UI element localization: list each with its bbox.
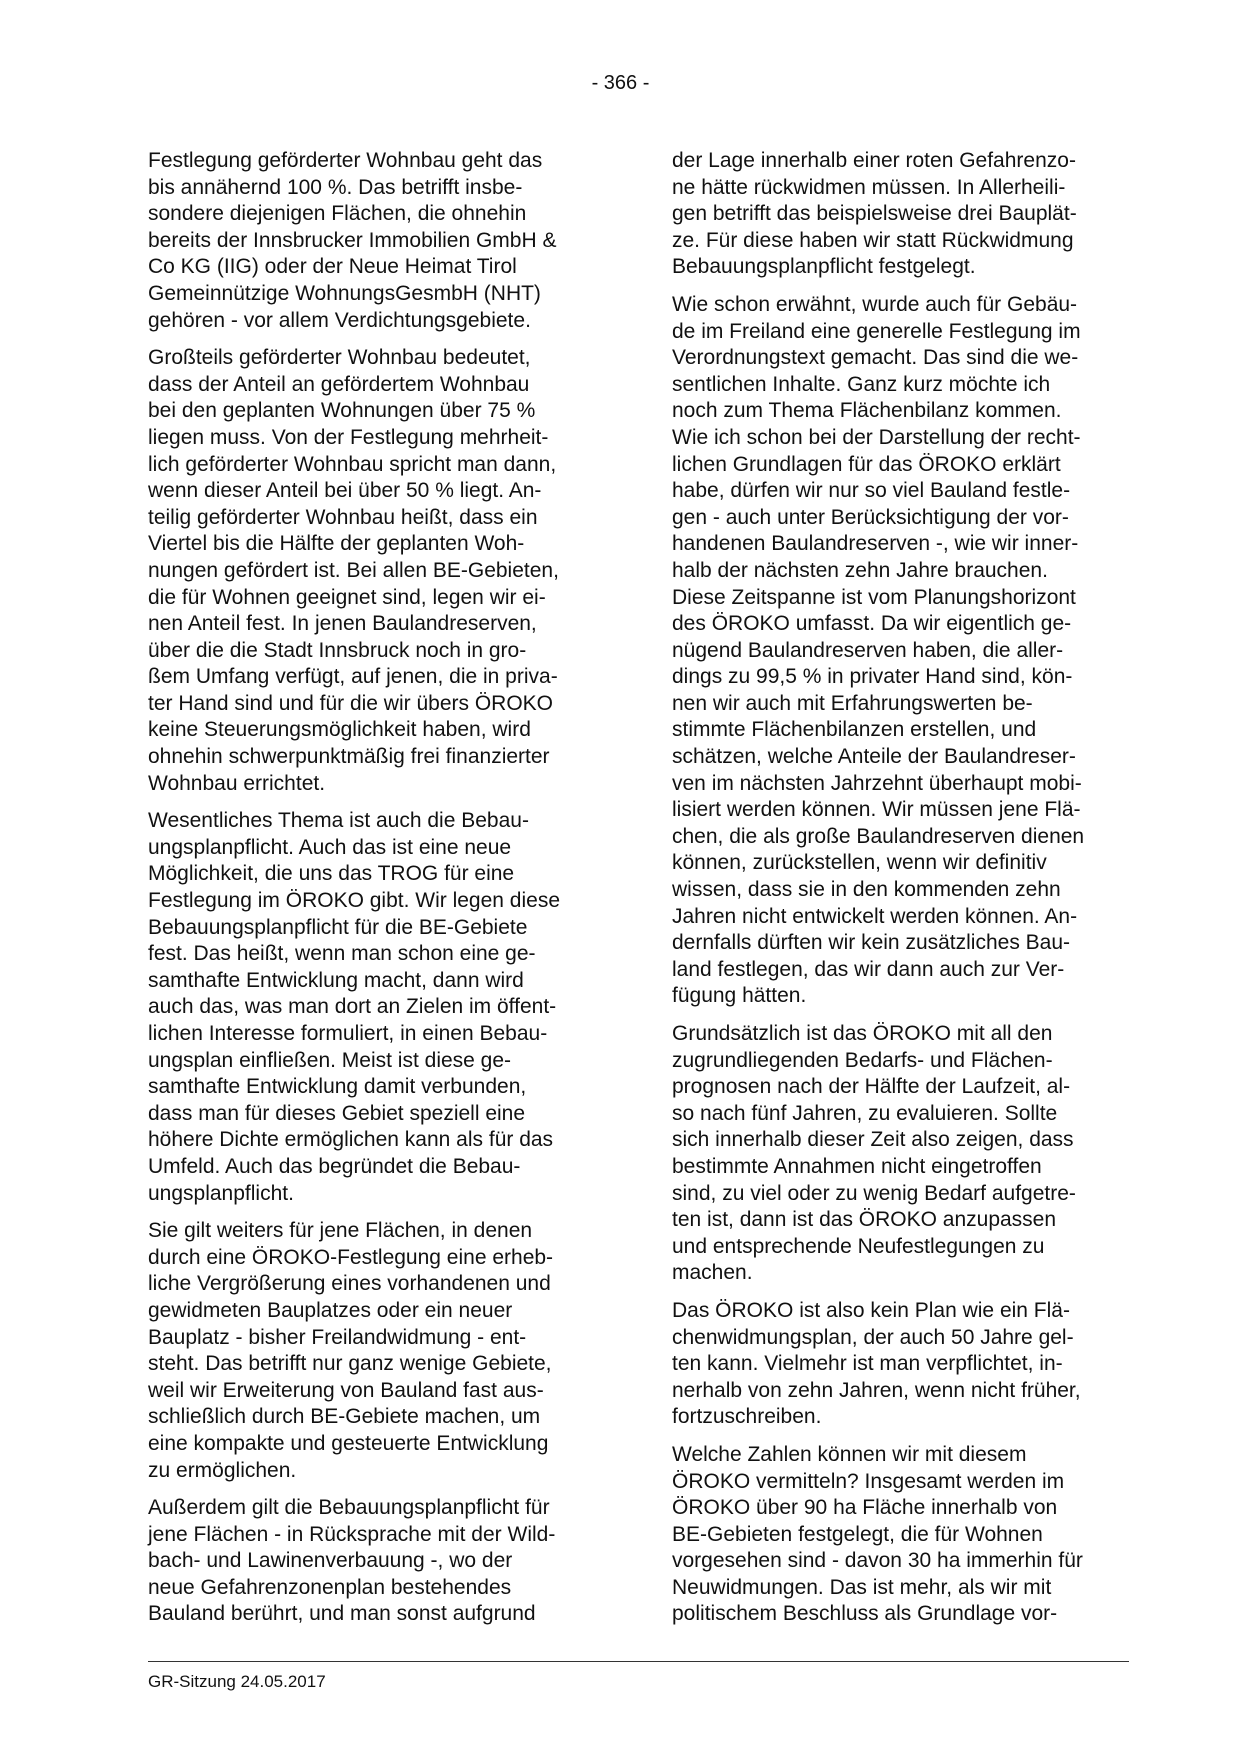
text-line: wenn dieser Anteil bei über 50 % liegt. An- (148, 479, 542, 503)
text-line: gen betrifft das beispielsweise drei Bauplät- (672, 202, 1077, 226)
text-line: Verordnungstext gemacht. Das sind die we- (672, 346, 1079, 370)
left-column (148, 148, 598, 1639)
text-line: Großteils geförderter Wohnbau bedeutet, (148, 346, 531, 370)
paragraph (148, 345, 598, 797)
paragraph (148, 1495, 598, 1628)
text-line: bestimmte Annahmen nicht eingetroffen (672, 1154, 1042, 1178)
text-line: Sie gilt weiters für jene Flächen, in denen (148, 1219, 533, 1243)
text-line: bei den geplanten Wohnungen über 75 % (148, 399, 536, 423)
text-line: liche Vergrößerung eines vorhandenen und (148, 1272, 551, 1296)
text-line: Festlegung im ÖROKO gibt. Wir legen diese (148, 889, 561, 913)
paragraph (672, 1442, 1128, 1628)
text-line: keine Steuerungsmöglichkeit haben, wird (148, 718, 531, 742)
text-line: Wohnbau errichtet. (148, 771, 326, 795)
text-line: steht. Das betrifft nur ganz wenige Gebiete, (148, 1352, 552, 1376)
text-line: BE-Gebieten festgelegt, die für Wohnen (672, 1522, 1043, 1546)
text-line: nügend Baulandreserven haben, die aller- (672, 638, 1064, 662)
text-line: lichen Interesse formuliert, in einen Bebau- (148, 1022, 548, 1045)
text-line: nen Anteil fest. In jenen Baulandreserven, (148, 612, 537, 636)
text-line: bach- und Lawinenverbauung -, wo der (148, 1549, 513, 1573)
text-line: teilig geförderter Wohnbau heißt, dass ein (148, 505, 538, 529)
text-line: vorgesehen sind - davon 30 ha immerhin für (672, 1549, 1083, 1573)
text-line: Das ÖROKO ist also kein Plan wie ein Flä- (672, 1298, 1070, 1322)
text-line: fortzuschreiben. (672, 1405, 822, 1429)
text-line: chen, die als große Baulandreserven dienen (672, 824, 1085, 848)
footer-divider (148, 1661, 1129, 1662)
text-line: sondere diejenigen Flächen, die ohnehin (148, 202, 527, 226)
text-line: Diese Zeitspanne ist vom Planungshorizont (672, 585, 1076, 609)
text-line: Bebauungsplanpflicht festgelegt. (672, 255, 976, 279)
text-line: des ÖROKO umfasst. Da wir eigentlich ge- (672, 612, 1072, 636)
text-line: zu ermöglichen. (148, 1458, 297, 1482)
page-number: - 366 - (591, 72, 650, 94)
text-line: Umfeld. Auch das begründet die Bebau- (148, 1154, 521, 1178)
text-line: ten kann. Vielmehr ist man verpflichtet, in- (672, 1352, 1063, 1376)
text-line: ßem Umfang verfügt, auf jenen, die in priva- (148, 665, 558, 689)
text-line: liegen muss. Von der Festlegung mehrheit- (148, 425, 549, 449)
text-line: dings zu 99,5 % in privater Hand sind, kön- (672, 665, 1073, 689)
text-line: fügung hätten. (672, 984, 807, 1008)
text-line: ze. Für diese haben wir statt Rückwidmung (672, 228, 1074, 252)
text-line: prognosen nach der Hälfte der Laufzeit, al- (672, 1075, 1071, 1099)
text-line: gen - auch unter Berücksichtigung der vor- (672, 505, 1069, 529)
text-line: Co KG (IIG) oder der Neue Heimat Tirol (148, 255, 517, 279)
text-line: ohnehin schwerpunktmäßig frei finanzierter (148, 745, 550, 769)
text-line: Wie schon erwähnt, wurde auch für Gebäu- (672, 292, 1078, 316)
text-line: sind, zu viel oder zu wenig Bedarf aufgetre- (672, 1181, 1076, 1205)
text-line: nen wir auch mit Erfahrungswerten be- (672, 691, 1033, 715)
paragraph (672, 1298, 1128, 1431)
text-line: eine kompakte und gesteuerte Entwicklung (148, 1431, 549, 1455)
text-line: Jahren nicht entwickelt werden können. An- (672, 904, 1078, 928)
text-line: Außerdem gilt die Bebauungsplanpflicht für (148, 1496, 550, 1520)
text-line: fest. Das heißt, wenn man schon eine ge- (148, 942, 536, 966)
text-line: dass der Anteil an gefördertem Wohnbau (148, 372, 530, 396)
text-line: stimmte Flächenbilanzen erstellen, und (672, 718, 1037, 742)
text-line: ÖROKO über 90 ha Fläche innerhalb von (672, 1496, 1058, 1520)
text-line: Möglichkeit, die uns das TROG für eine (148, 862, 515, 886)
text-line: Neuwidmungen. Das ist mehr, als wir mit (672, 1575, 1052, 1599)
paragraph (672, 148, 1128, 281)
text-line: dass man für dieses Gebiet speziell eine (148, 1101, 526, 1125)
text-line: zugrundliegenden Bedarfs- und Flächen- (672, 1048, 1053, 1072)
text-line: gehören - vor allem Verdichtungsgebiete. (148, 308, 531, 332)
paragraph (148, 148, 598, 334)
text-line: chenwidmungsplan, der auch 50 Jahre gel- (672, 1325, 1074, 1349)
text-line: handenen Baulandreserven -, wie wir inner- (672, 532, 1079, 556)
text-line: der Lage innerhalb einer roten Gefahrenzo- (672, 149, 1076, 172)
text-line: habe, dürfen wir nur so viel Bauland festle- (672, 479, 1071, 503)
text-line: Wesentliches Thema ist auch die Bebau- (148, 809, 529, 833)
footer-session-date: GR-Sitzung 24.05.2017 (148, 1672, 326, 1691)
text-line: lichen Grundlagen für das ÖROKO erklärt (672, 452, 1061, 476)
paragraph (672, 1021, 1128, 1287)
text-line: politischem Beschluss als Grundlage vor- (672, 1602, 1058, 1626)
text-line: schätzen, welche Anteile der Baulandreser- (672, 745, 1076, 769)
text-line: ÖROKO vermitteln? Insgesamt werden im (672, 1469, 1065, 1493)
text-line: Grundsätzlich ist das ÖROKO mit all den (672, 1022, 1053, 1045)
text-line: dernfalls dürften wir kein zusätzliches Bau- (672, 931, 1071, 955)
text-line: Bauplatz - bisher Freilandwidmung - ent- (148, 1325, 527, 1349)
paragraph (672, 292, 1128, 1010)
text-line: machen. (672, 1261, 753, 1285)
text-line: auch das, was man dort an Zielen im öffent- (148, 995, 557, 1019)
text-line: bis annähernd 100 %. Das betrifft insbe- (148, 175, 523, 199)
text-line: so nach fünf Jahren, zu evaluieren. Sollte (672, 1101, 1058, 1125)
text-line: ungsplanpflicht. Auch das ist eine neue (148, 835, 512, 859)
text-line: ungsplan einfließen. Meist ist diese ge- (148, 1048, 512, 1072)
text-line: weil wir Erweiterung von Bauland fast aus- (148, 1378, 544, 1402)
right-column (672, 148, 1128, 1639)
text-line: nungen gefördert ist. Bei allen BE-Gebieten, (148, 558, 559, 582)
text-line: durch eine ÖROKO-Festlegung eine erheb- (148, 1245, 554, 1269)
text-line: ten ist, dann ist das ÖROKO anzupassen (672, 1208, 1057, 1232)
text-line: neue Gefahrenzonenplan bestehendes (148, 1575, 512, 1599)
text-line: Bebauungsplanpflicht für die BE-Gebiete (148, 915, 528, 939)
paragraph (148, 1218, 598, 1484)
text-line: können, zurückstellen, wenn wir definitiv (672, 851, 1047, 875)
text-line: nerhalb von zehn Jahren, wenn nicht früher, (672, 1378, 1081, 1402)
text-line: Welche Zahlen können wir mit diesem (672, 1442, 1027, 1466)
text-line: sentlichen Inhalte. Ganz kurz möchte ich (672, 372, 1051, 396)
text-line: noch zum Thema Flächenbilanz kommen. (672, 399, 1062, 423)
text-line: Gemeinnützige WohnungsGesmbH (NHT) (148, 281, 541, 305)
paragraph (148, 808, 598, 1207)
text-line: ne hätte rückwidmen müssen. In Allerheili- (672, 175, 1066, 199)
text-line: Festlegung geförderter Wohnbau geht das (148, 149, 543, 172)
text-line: gewidmeten Bauplatzes oder ein neuer (148, 1298, 513, 1322)
text-line: bereits der Innsbrucker Immobilien GmbH & (148, 228, 557, 252)
text-line: Bauland berührt, und man sonst aufgrund (148, 1602, 536, 1626)
text-line: Viertel bis die Hälfte der geplanten Woh- (148, 532, 525, 556)
text-line: ter Hand sind und für die wir übers ÖROKO (148, 691, 554, 715)
text-line: höhere Dichte ermöglichen kann als für das (148, 1128, 554, 1152)
text-line: halb der nächsten zehn Jahre brauchen. (672, 558, 1048, 582)
text-line: Wie ich schon bei der Darstellung der recht- (672, 425, 1081, 449)
text-line: ven im nächsten Jahrzehnt überhaupt mobi- (672, 771, 1082, 795)
text-line: die für Wohnen geeignet sind, legen wir ei- (148, 585, 546, 609)
text-line: samthafte Entwicklung macht, dann wird (148, 968, 524, 992)
text-line: wissen, dass sie in den kommenden zehn (672, 878, 1061, 902)
text-line: schließlich durch BE-Gebiete machen, um (148, 1405, 541, 1429)
text-line: über die die Stadt Innsbruck noch in gro- (148, 638, 527, 662)
text-line: lich geförderter Wohnbau spricht man dann, (148, 452, 557, 476)
text-line: samthafte Entwicklung damit verbunden, (148, 1075, 527, 1099)
text-line: de im Freiland eine generelle Festlegung im (672, 319, 1081, 343)
text-line: sich innerhalb dieser Zeit also zeigen, dass (672, 1128, 1074, 1152)
text-line: und entsprechende Neufestlegungen zu (672, 1234, 1045, 1258)
text-line: jene Flächen - in Rücksprache mit der Wild- (148, 1522, 556, 1546)
text-line: ungsplanpflicht. (148, 1181, 294, 1205)
text-line: land festlegen, das wir dann auch zur Ver- (672, 957, 1065, 981)
text-line: lisiert werden können. Wir müssen jene Flä- (672, 798, 1081, 822)
